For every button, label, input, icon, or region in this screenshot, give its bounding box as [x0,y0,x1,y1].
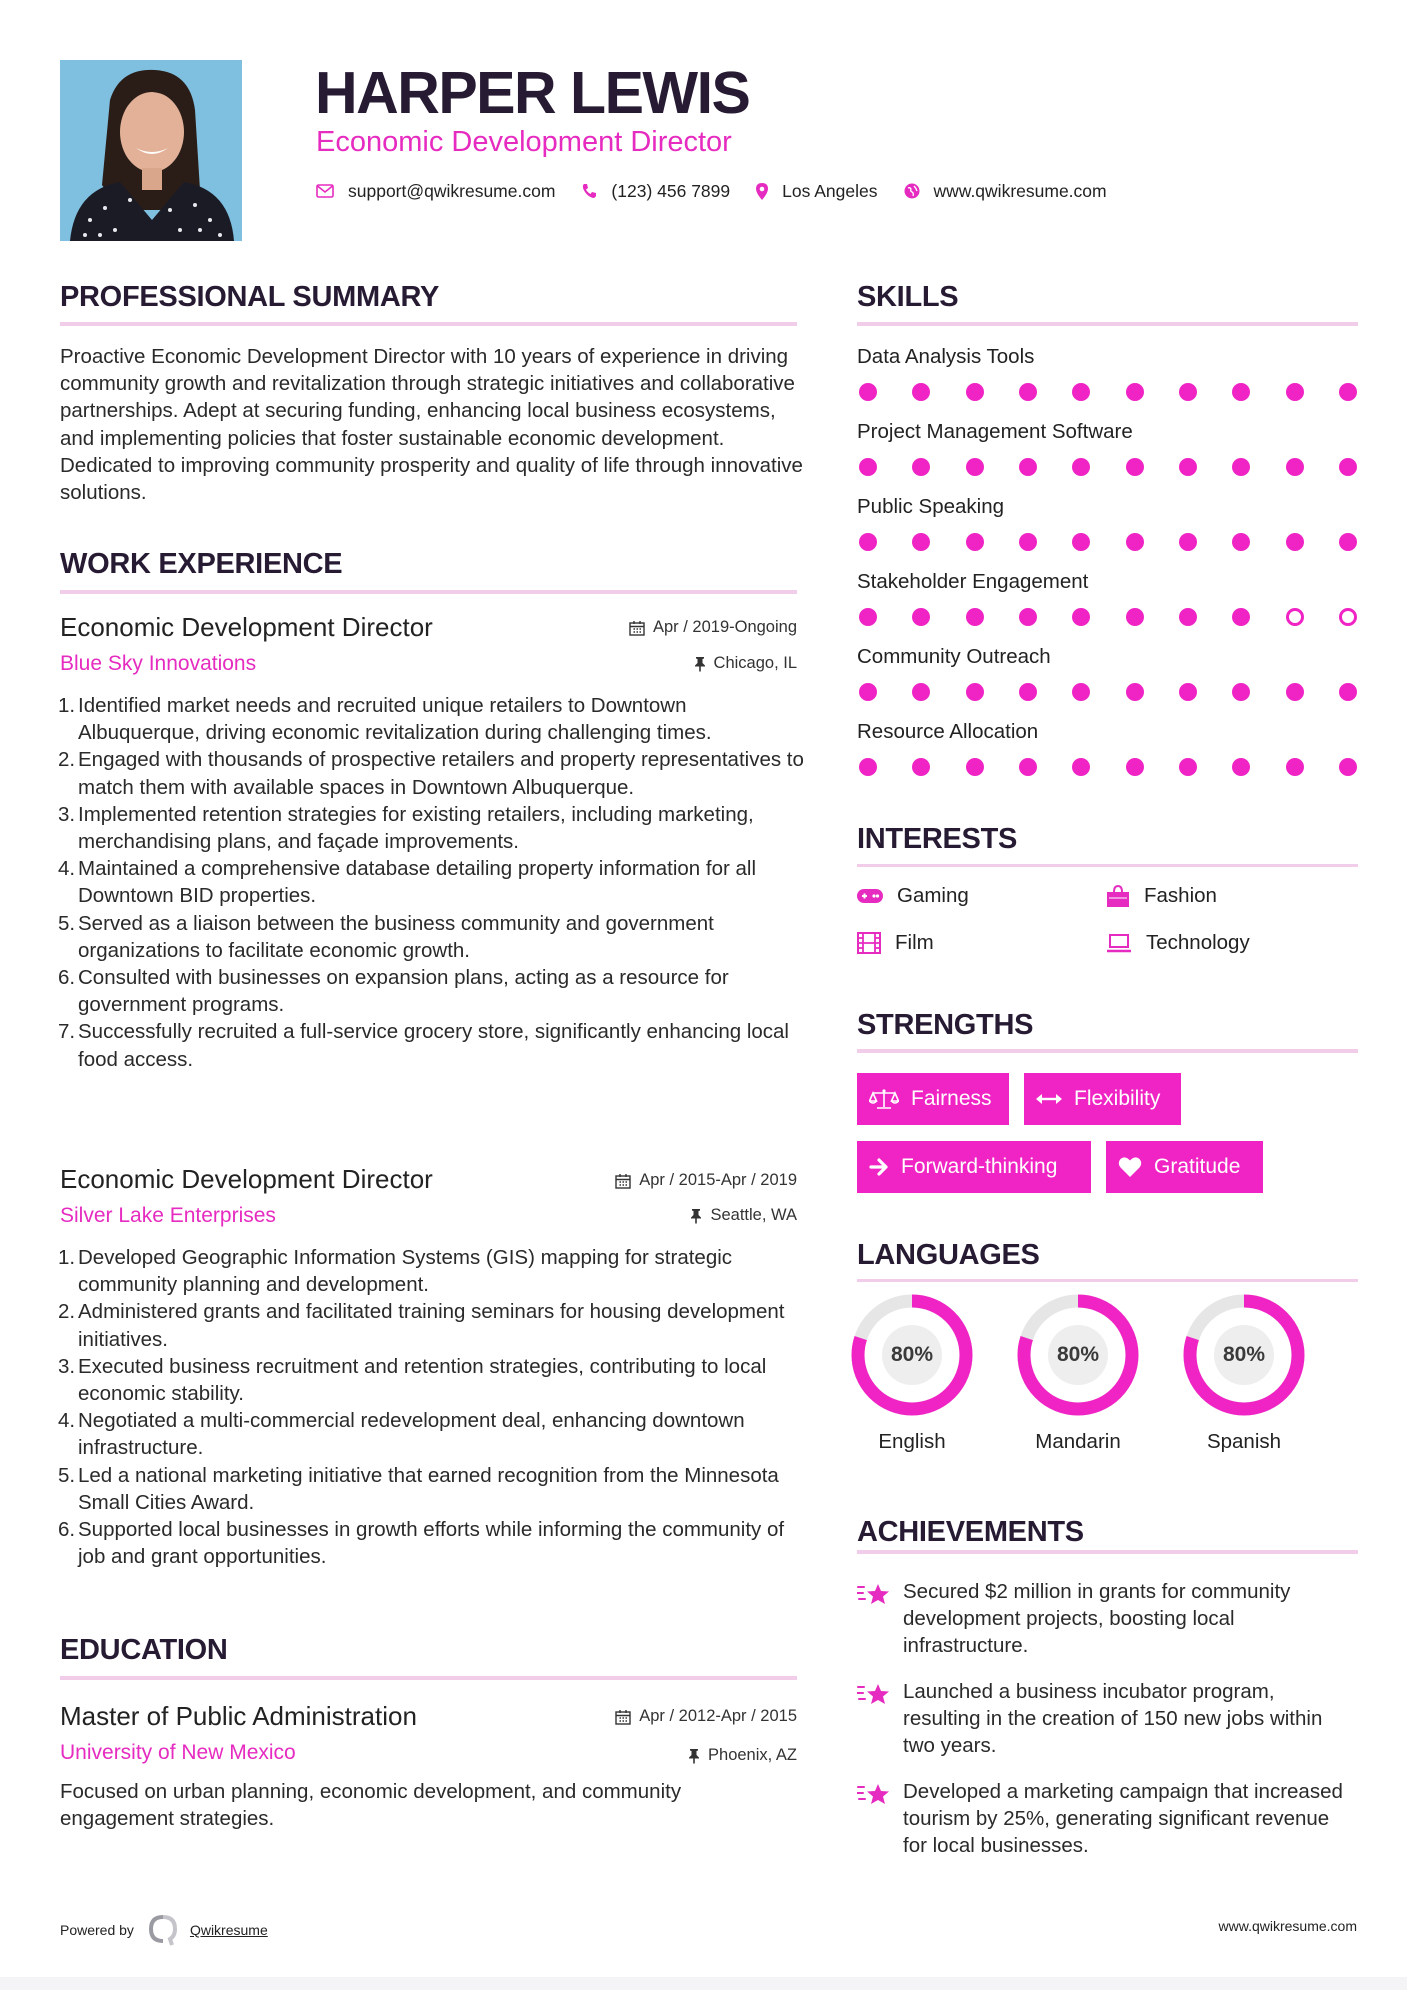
map-marker-icon [756,183,768,200]
skill-dot-filled [1286,383,1304,401]
section-divider [60,590,797,594]
education-school: University of New Mexico [60,1741,296,1764]
skill-dot-filled [912,458,930,476]
skill-dot-filled [1179,608,1197,626]
skill-dot-filled [1019,758,1037,776]
language-item [1017,1294,1139,1454]
job-bullet: 2. Administered grants and facilitated training seminars for housing development initiatives. [58,1300,785,1351]
section-divider [857,1049,1358,1053]
job-bullet: 5. Led a national marketing initiative that earned recognition from the Minnesota Small Cities Award. [58,1463,779,1514]
skill-dot-filled [966,683,984,701]
job-bullet: 6. Consulted with businesses on expansion plans, acting as a resource for government programs. [58,966,729,1017]
job-bullet: 6. Supported local businesses in growth efforts while informing the community of job and grant opportunities. [58,1518,785,1569]
skill-dot-filled [912,758,930,776]
skill-rating [859,383,1357,401]
skill-dot-filled [1339,758,1357,776]
section-divider [857,1279,1358,1282]
language-item [1183,1294,1305,1454]
skill-rating [859,458,1357,476]
interest-item-film [857,931,934,955]
section-heading-skills: SKILLS [857,281,959,313]
education-dates [615,1707,797,1726]
job-bullet: 1. Identified market needs and recruited unique retailers to Downtown Albuquerque, driving economic revitalization during challenging times. [58,694,712,745]
person-photo-illustration [60,60,242,241]
skill-dot-filled [966,458,984,476]
section-divider [857,1550,1358,1554]
job-bullet: 4. Maintained a comprehensive database detailing property information for all Downtown BID properties. [58,857,757,908]
skill-dot-filled [1179,758,1197,776]
skill-dot-filled [966,608,984,626]
phone-icon [581,183,597,199]
skill-dot-empty [1339,608,1357,626]
powered-by-label: Powered by [60,1922,134,1938]
skill-dot-filled [1232,683,1250,701]
skill-dot-filled [1019,533,1037,551]
qwikresume-logo-icon [148,1914,178,1946]
language-item [851,1294,973,1454]
job-dates-text: Apr / 2019-Ongoing [652,618,797,636]
strength-badge-flexibility [1024,1073,1181,1125]
job-role: Economic Development Director [60,1164,433,1194]
section-heading-achievements: ACHIEVEMENTS [857,1516,1084,1548]
skill-rating [859,758,1357,776]
skill-dot-filled [1179,533,1197,551]
language-percent: 80% [1048,1325,1108,1385]
skill-dot-filled [1286,683,1304,701]
job-bullets [60,1244,813,1570]
skill-dot-filled [1339,533,1357,551]
gamepad-icon [857,888,883,904]
skill-dot-filled [1339,383,1357,401]
contact-email[interactable]: support@qwikresume.com [348,180,556,201]
education-location [688,1746,797,1765]
arrow-right-icon [869,1157,889,1177]
candidate-title: Economic Development Director [316,126,732,158]
globe-icon [904,183,920,199]
section-heading-education: EDUCATION [60,1634,228,1666]
skill-dot-filled [1072,608,1090,626]
job-location-text: Seattle, WA [710,1206,797,1224]
job-bullet: 4. Negotiated a multi-commercial redevelopment deal, enhancing downtown infrastructure. [58,1409,745,1460]
strength-badge-gratitude [1106,1141,1263,1193]
skill-dot-filled [1286,533,1304,551]
candidate-name: HARPER LEWIS [315,60,750,126]
job-location [694,654,797,673]
job-location-text: Chicago, IL [713,654,797,672]
section-divider [60,322,797,326]
skill-dot-filled [859,533,877,551]
education-dates-text: Apr / 2012-Apr / 2015 [639,1707,797,1725]
job-bullet: 2. Engaged with thousands of prospective retailers and property representatives to match them with available spaces in Downtown Albuquerque. [58,748,804,799]
skill-dot-filled [1126,533,1144,551]
skill-dot-filled [1072,383,1090,401]
skill-label: Project Management Software [857,420,1133,443]
calendar-icon [629,620,645,636]
job-bullet: 1. Developed Geographic Information Systems (GIS) mapping for strategic community planning and development. [58,1246,733,1297]
skill-dot-filled [966,533,984,551]
language-label: Spanish [1206,1430,1282,1453]
job-bullet: 3. Implemented retention strategies for existing retailers, including marketing, merchandising plans, and façade improvements. [58,802,754,854]
skill-dot-filled [1126,458,1144,476]
skill-dot-filled [1339,458,1357,476]
achievement-item [857,1678,1357,1760]
language-percent: 80% [1214,1325,1274,1385]
shooting-star-icon [857,1778,903,1860]
strength-label: Forward-thinking [901,1155,1058,1178]
skill-dot-filled [912,608,930,626]
skill-dot-empty [1286,608,1304,626]
skill-dot-filled [1019,608,1037,626]
skill-dot-filled [966,383,984,401]
contact-location: Los Angeles [782,180,878,201]
skill-dot-filled [1019,458,1037,476]
strength-label: Fairness [911,1087,992,1110]
page-bottom-edge [0,1977,1407,1990]
calendar-icon [615,1709,631,1725]
skill-label: Resource Allocation [857,720,1039,743]
skill-label: Public Speaking [857,495,1005,518]
skill-label: Community Outreach [857,645,1051,668]
arrows-horizontal-icon [1036,1093,1062,1105]
section-heading-summary: PROFESSIONAL SUMMARY [60,281,440,313]
laptop-icon [1106,933,1132,953]
interest-item-fashion [1106,884,1217,908]
education-degree: Master of Public Administration [60,1701,417,1731]
interest-label: Film [895,931,934,954]
education-location-text: Phoenix, AZ [708,1746,797,1764]
shopping-bag-icon [1106,884,1130,908]
shooting-star-icon [857,1578,903,1660]
section-heading-strengths: STRENGTHS [857,1009,1034,1041]
skill-dot-filled [1019,683,1037,701]
skill-rating [859,608,1357,626]
skill-dot-filled [1179,683,1197,701]
qwikresume-link[interactable]: Qwikresume [189,1922,268,1938]
skill-dot-filled [859,458,877,476]
job-company: Blue Sky Innovations [60,652,257,675]
skill-dot-filled [1019,383,1037,401]
profile-photo [60,60,242,241]
job-bullets [60,692,808,1073]
skill-dot-filled [1126,608,1144,626]
skill-dot-filled [859,383,877,401]
interest-label: Fashion [1144,884,1217,907]
achievement-text: Launched a business incubator program, resulting in the creation of 150 new jobs within two years. [903,1680,1323,1758]
skill-dot-filled [1179,383,1197,401]
skill-dot-filled [1339,683,1357,701]
skill-dot-filled [1179,458,1197,476]
skill-dot-filled [912,683,930,701]
skill-dot-filled [1126,683,1144,701]
achievement-text: Developed a marketing campaign that increased tourism by 25%, generating significant revenue for local businesses. [903,1780,1343,1858]
thumbtack-icon [694,656,706,672]
job-role: Economic Development Director [60,612,433,642]
section-heading-experience: WORK EXPERIENCE [60,548,343,580]
job-bullet: 3. Executed business recruitment and retention strategies, contributing to local economic stability. [58,1354,767,1406]
balance-scale-icon [869,1088,899,1110]
skill-dot-filled [859,683,877,701]
heart-icon [1118,1156,1142,1178]
section-heading-languages: LANGUAGES [857,1239,1040,1271]
thumbtack-icon [688,1748,700,1764]
skill-rating [859,533,1357,551]
skill-dot-filled [1232,458,1250,476]
contact-website[interactable]: www.qwikresume.com [933,180,1107,201]
achievement-text: Secured $2 million in grants for community development projects, boosting local infrastructure. [903,1580,1291,1658]
contact-row [316,178,1133,204]
achievement-item [857,1578,1357,1660]
skill-dot-filled [1072,683,1090,701]
job-location [690,1206,797,1225]
shooting-star-icon [857,1678,903,1760]
language-label: English [878,1430,946,1453]
job-dates [629,618,797,637]
footer-website[interactable]: www.qwikresume.com [1218,1918,1357,1934]
skill-dot-filled [966,758,984,776]
skill-label: Data Analysis Tools [857,345,1035,368]
envelope-icon [316,184,334,198]
strength-label: Gratitude [1154,1155,1241,1178]
footer-powered-by [60,1914,268,1946]
interest-item-gaming [857,884,969,908]
skill-dot-filled [859,758,877,776]
strength-label: Flexibility [1074,1087,1161,1110]
skill-dot-filled [1072,458,1090,476]
skill-dot-filled [912,383,930,401]
summary-text: Proactive Economic Development Director with 10 years of experience in driving community growth and revitalization through strategic initiatives and collaborative partnerships. Adept at securing funding, enhancing local business ecosystems, and implementing policies that foster sustainable economic development. Dedicated to improving community prosperity and quality of life through innovative solutions. [60,345,803,505]
skill-dot-filled [1126,758,1144,776]
film-icon [857,932,881,954]
job-bullet: 5. Served as a liaison between the business community and government organizations to facilitate economic growth. [58,911,714,962]
skill-rating [859,683,1357,701]
skill-dot-filled [1232,758,1250,776]
strength-badge-fairness [857,1073,1009,1125]
section-divider [857,322,1358,326]
skill-dot-filled [1232,533,1250,551]
interest-label: Gaming [897,884,969,907]
job-dates [615,1171,797,1190]
skill-dot-filled [1232,608,1250,626]
skill-dot-filled [1072,758,1090,776]
contact-phone[interactable]: (123) 456 7899 [611,180,731,201]
strength-badge-forward-thinking [857,1141,1091,1193]
skill-dot-filled [1286,758,1304,776]
thumbtack-icon [690,1208,702,1224]
skill-label: Stakeholder Engagement [857,570,1089,593]
language-percent: 80% [882,1325,942,1385]
language-label: Mandarin [1035,1430,1121,1453]
interest-item-technology [1106,931,1250,955]
skill-dot-filled [1072,533,1090,551]
skill-dot-filled [859,608,877,626]
skill-dot-filled [912,533,930,551]
skill-dot-filled [1232,383,1250,401]
achievement-item [857,1778,1357,1860]
section-heading-interests: INTERESTS [857,823,1018,855]
job-bullet: 7. Successfully recruited a full-service grocery store, significantly enhancing local food access. [58,1020,789,1071]
skill-dot-filled [1286,458,1304,476]
skill-dot-filled [1126,383,1144,401]
job-dates-text: Apr / 2015-Apr / 2019 [639,1171,797,1189]
education-description: Focused on urban planning, economic development, and community engagement strategies. [60,1780,682,1831]
job-company: Silver Lake Enterprises [60,1204,276,1227]
interest-label: Technology [1146,931,1250,954]
section-divider [60,1676,797,1680]
calendar-icon [615,1173,631,1189]
section-divider [857,864,1358,867]
